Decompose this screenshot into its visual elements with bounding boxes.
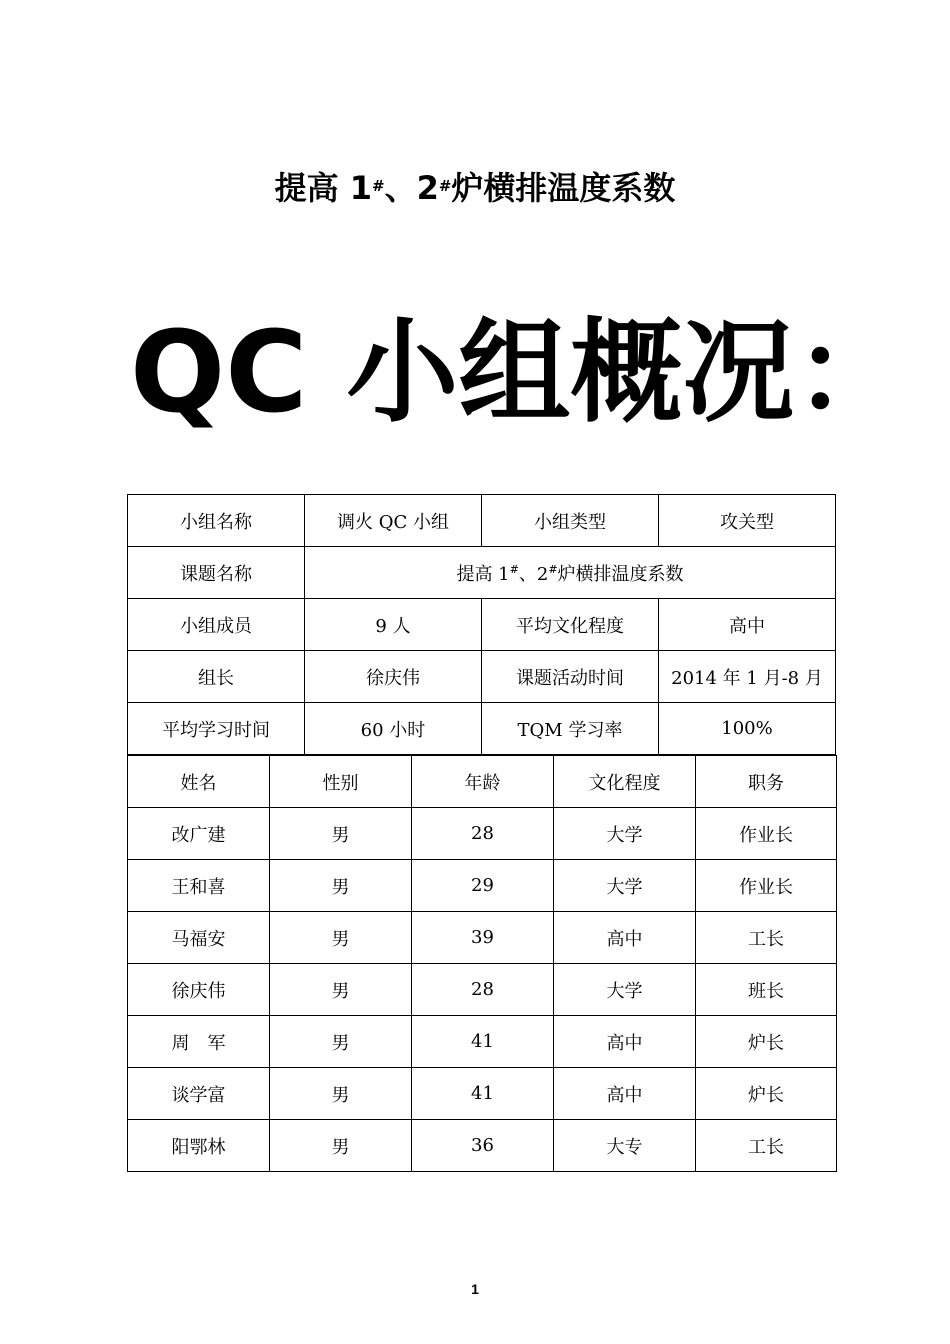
topic-text-part3: 炉横排温度系数	[557, 563, 684, 585]
member-education: 大学	[554, 964, 696, 1016]
value-group-name: 调火 QC 小组	[305, 495, 482, 547]
value-group-leader: 徐庆伟	[305, 651, 482, 703]
title-text-part3: 炉横排温度系数	[451, 169, 676, 207]
label-group-type: 小组类型	[482, 495, 659, 547]
member-education: 高中	[554, 912, 696, 964]
label-group-name: 小组名称	[128, 495, 305, 547]
label-group-leader: 组长	[128, 651, 305, 703]
member-education: 大学	[554, 808, 696, 860]
member-age: 41	[412, 1016, 554, 1068]
member-position: 炉长	[696, 1016, 837, 1068]
title-superscript-1: #	[371, 177, 385, 195]
info-row-members	[128, 599, 836, 651]
member-table	[127, 755, 837, 1172]
member-age: 28	[412, 808, 554, 860]
member-position: 工长	[696, 1120, 837, 1172]
label-avg-education: 平均文化程度	[482, 599, 659, 651]
label-topic-name: 课题名称	[128, 547, 305, 599]
table-row	[128, 964, 837, 1016]
member-position: 作业长	[696, 808, 837, 860]
member-gender: 男	[270, 860, 412, 912]
value-avg-education: 高中	[659, 599, 836, 651]
title-superscript-2: #	[438, 177, 452, 195]
info-row-leader	[128, 651, 836, 703]
member-age: 28	[412, 964, 554, 1016]
label-tqm-rate: TQM 学习率	[482, 703, 659, 755]
info-row-group-name	[128, 495, 836, 547]
member-gender: 男	[270, 808, 412, 860]
member-gender: 男	[270, 1068, 412, 1120]
member-position: 作业长	[696, 860, 837, 912]
member-header-row	[128, 756, 837, 808]
member-name: 谈学富	[128, 1068, 270, 1120]
label-avg-study-time: 平均学习时间	[128, 703, 305, 755]
member-position: 炉长	[696, 1068, 837, 1120]
member-name: 王和喜	[128, 860, 270, 912]
member-education: 高中	[554, 1016, 696, 1068]
info-row-study	[128, 703, 836, 755]
member-age: 39	[412, 912, 554, 964]
member-name: 马福安	[128, 912, 270, 964]
label-group-members: 小组成员	[128, 599, 305, 651]
member-gender: 男	[270, 1120, 412, 1172]
topic-superscript-2: #	[548, 562, 558, 576]
table-row	[128, 1068, 837, 1120]
member-education: 高中	[554, 1068, 696, 1120]
member-gender: 男	[270, 964, 412, 1016]
member-position: 班长	[696, 964, 837, 1016]
member-position: 工长	[696, 912, 837, 964]
member-name: 阳鄂林	[128, 1120, 270, 1172]
value-group-members: 9 人	[305, 599, 482, 651]
value-avg-study-time: 60 小时	[305, 703, 482, 755]
info-row-topic	[128, 547, 836, 599]
table-row	[128, 860, 837, 912]
member-name: 改广建	[128, 808, 270, 860]
label-activity-period: 课题活动时间	[482, 651, 659, 703]
document-title	[0, 163, 950, 213]
topic-text-part2: 、2	[518, 563, 549, 585]
title-text-part2: 、2	[384, 169, 439, 207]
header-age: 年龄	[412, 756, 554, 808]
member-gender: 男	[270, 1016, 412, 1068]
value-topic-name	[305, 547, 836, 599]
member-name: 徐庆伟	[128, 964, 270, 1016]
value-activity-period: 2014 年 1 月-8 月	[659, 651, 836, 703]
table-row	[128, 1016, 837, 1068]
title-text-part1: 提高 1	[274, 169, 372, 207]
member-age: 36	[412, 1120, 554, 1172]
table-row	[128, 1120, 837, 1172]
header-position: 职务	[696, 756, 837, 808]
member-education: 大学	[554, 860, 696, 912]
qc-group-overview-heading: QC 小组概况：	[130, 308, 907, 438]
table-row	[128, 808, 837, 860]
header-gender: 性别	[270, 756, 412, 808]
topic-text-part1: 提高 1	[456, 563, 510, 585]
page-number: 1	[471, 1281, 479, 1297]
member-age: 29	[412, 860, 554, 912]
header-education: 文化程度	[554, 756, 696, 808]
member-name: 周 军	[128, 1016, 270, 1068]
group-info-table	[127, 494, 836, 755]
value-tqm-rate: 100%	[659, 703, 836, 755]
member-age: 41	[412, 1068, 554, 1120]
member-education: 大专	[554, 1120, 696, 1172]
header-name: 姓名	[128, 756, 270, 808]
member-gender: 男	[270, 912, 412, 964]
value-group-type: 攻关型	[659, 495, 836, 547]
table-row	[128, 912, 837, 964]
topic-superscript-1: #	[509, 562, 519, 576]
